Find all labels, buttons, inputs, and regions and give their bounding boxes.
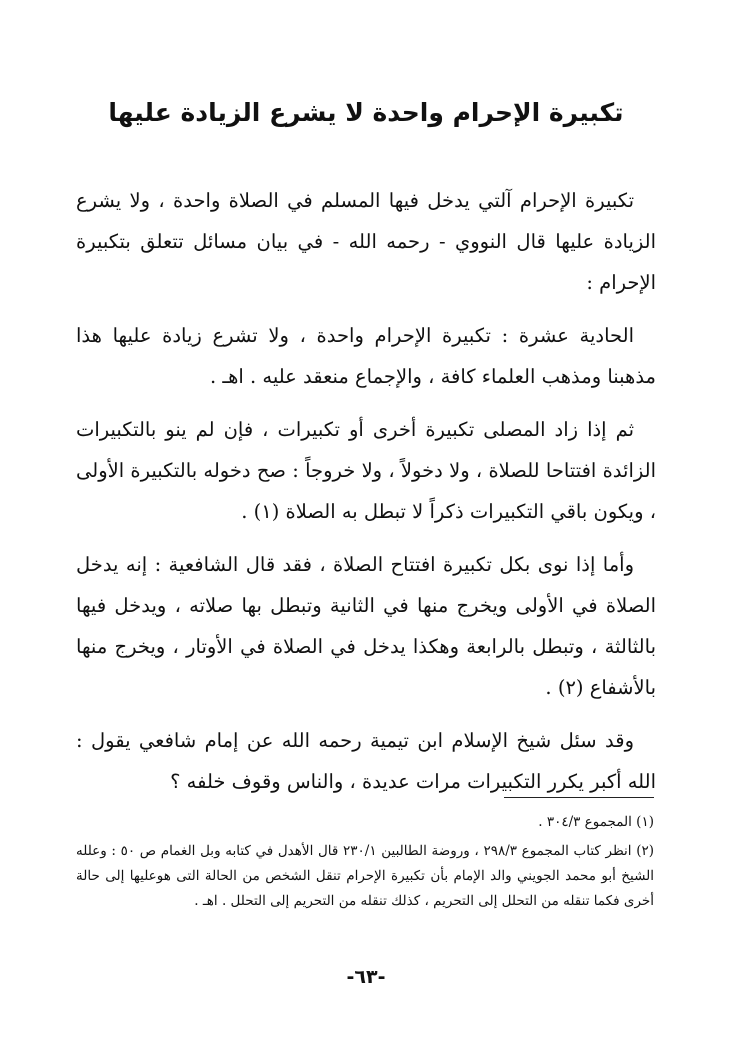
paragraph: الحادية عشرة : تكبيرة الإحرام واحدة ، ولا تشرع زيادة عليها هذا مذهبنا ومذهب العلماء كافة ، والإجماع منعقد عليه . اهـ . (76, 324, 656, 388)
paragraph: ثم إذا زاد المصلى تكبيرة أخرى أو تكبيرات ، فإن لم ينو بالتكبيرات الزائدة افتتاحا للصلاة ، ولا دخولاً ، ولا خروجاً : صح دخوله بالتكبيرة الأولى ، ويكون باقي التكبيرات ذكراً لا تبطل به الصلاة (١) . (76, 418, 656, 523)
footnote: (١) المجموع ٣٠٤/٣ . (538, 814, 654, 830)
footnote: (٢) انظر كتاب المجموع ٢٩٨/٣ ، وروضة الطالبين ٢٣٠/١ قال الأهدل في كتابه وبل الغمام ص ٥٠ : وعلله الشيخ أبو محمد الجويني والد الإمام بأن تكبيرة الإحرام تنقل الشخص من الحالة التى هوعليها إلى حالة أخرى فكما تنقله من التحلل إلى التحريم ، كذلك تنقله من التحريم إلى التحلل . اهـ . (76, 843, 655, 909)
footnote-divider (504, 797, 654, 798)
paragraph: تكبيرة الإحرام آلتي يدخل فيها المسلم في الصلاة واحدة ، ولا يشرع الزيادة عليها قال النووي - رحمه الله - في بيان مسائل تتعلق بتكبيرة الإحرام : (76, 189, 656, 294)
page-number: -٦٣- (346, 966, 386, 988)
main-text (76, 180, 656, 814)
page-title: تكبيرة الإحرام واحدة لا يشرع الزيادة عليها (108, 98, 624, 127)
paragraph: وأما إذا نوى بكل تكبيرة افتتاح الصلاة ، فقد قال الشافعية : إنه يدخل الصلاة في الأولى ويخرج منها في الثانية وتبطل بها صلاته ، ويدخل فيها بالثالثة ، وتبطل بالرابعة وهكذا يدخل في الصلاة في الأوتار ، ويخرج منها بالأشفاع (٢) . (76, 553, 656, 699)
footnotes (76, 810, 654, 918)
paragraph: وقد سئل شيخ الإسلام ابن تيمية رحمه الله عن إمام شافعي يقول : الله أكبر يكرر التكبيرات مرات عديدة ، والناس وقوف خلفه ؟ (76, 729, 656, 793)
